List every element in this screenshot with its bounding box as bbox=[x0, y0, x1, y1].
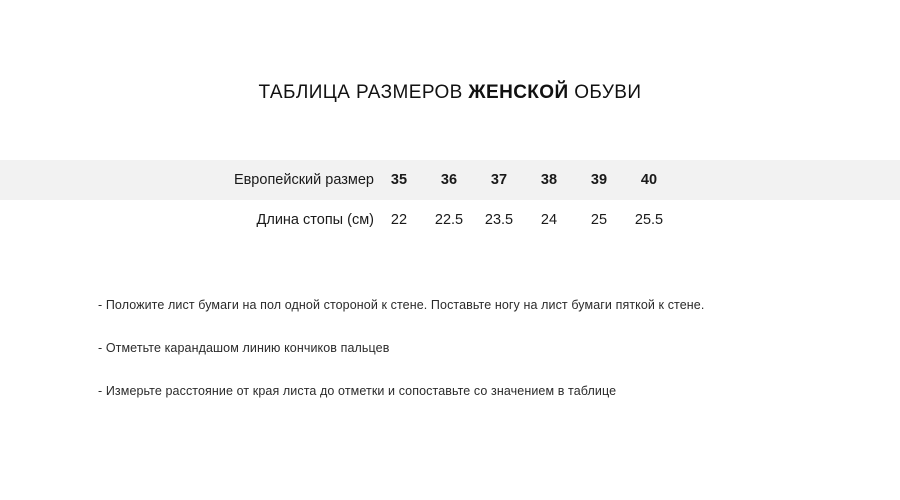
cell-european-size-5: 40 bbox=[640, 172, 658, 188]
cell-european-size-4: 39 bbox=[590, 172, 608, 188]
size-table bbox=[0, 160, 900, 240]
row-tail-foot-length bbox=[674, 200, 900, 240]
cell-foot-length-5: 25.5 bbox=[634, 212, 664, 228]
page-title-emphasis: ЖЕНСКОЙ bbox=[468, 82, 569, 103]
size-table-wrapper bbox=[0, 160, 900, 240]
cell-european-size-2: 37 bbox=[490, 172, 508, 188]
instruction-item-1: - Положите лист бумаги на пол одной стороной к стене. Поставьте ногу на лист бумаги пяткой к стене. bbox=[98, 298, 705, 312]
cell-foot-length-0: 22 bbox=[390, 212, 408, 228]
cell-foot-length-1: 22.5 bbox=[434, 212, 464, 228]
cell-european-size-3: 38 bbox=[540, 172, 558, 188]
page-title bbox=[0, 0, 900, 104]
cell-foot-length-4: 25 bbox=[590, 212, 608, 228]
cell-european-size-1: 36 bbox=[440, 172, 458, 188]
table-row-european-size bbox=[0, 160, 900, 200]
row-label-european-size: Европейский размер bbox=[233, 172, 374, 188]
row-label-foot-length: Длина стопы (см) bbox=[256, 212, 374, 228]
page-title-part1: ТАБЛИЦА РАЗМЕРОВ bbox=[258, 82, 469, 103]
cell-foot-length-3: 24 bbox=[540, 212, 558, 228]
table-row-foot-length bbox=[0, 200, 900, 240]
page-title-part2: ОБУВИ bbox=[568, 82, 642, 103]
row-tail-european-size bbox=[674, 160, 900, 200]
cell-foot-length-2: 23.5 bbox=[484, 212, 514, 228]
cell-european-size-0: 35 bbox=[390, 172, 408, 188]
instructions-list bbox=[0, 298, 900, 399]
instruction-item-2: - Отметьте карандашом линию кончиков пальцев bbox=[98, 341, 390, 355]
instruction-item-3: - Измерьте расстояние от края листа до отметки и сопоставьте со значением в таблице bbox=[98, 384, 617, 398]
